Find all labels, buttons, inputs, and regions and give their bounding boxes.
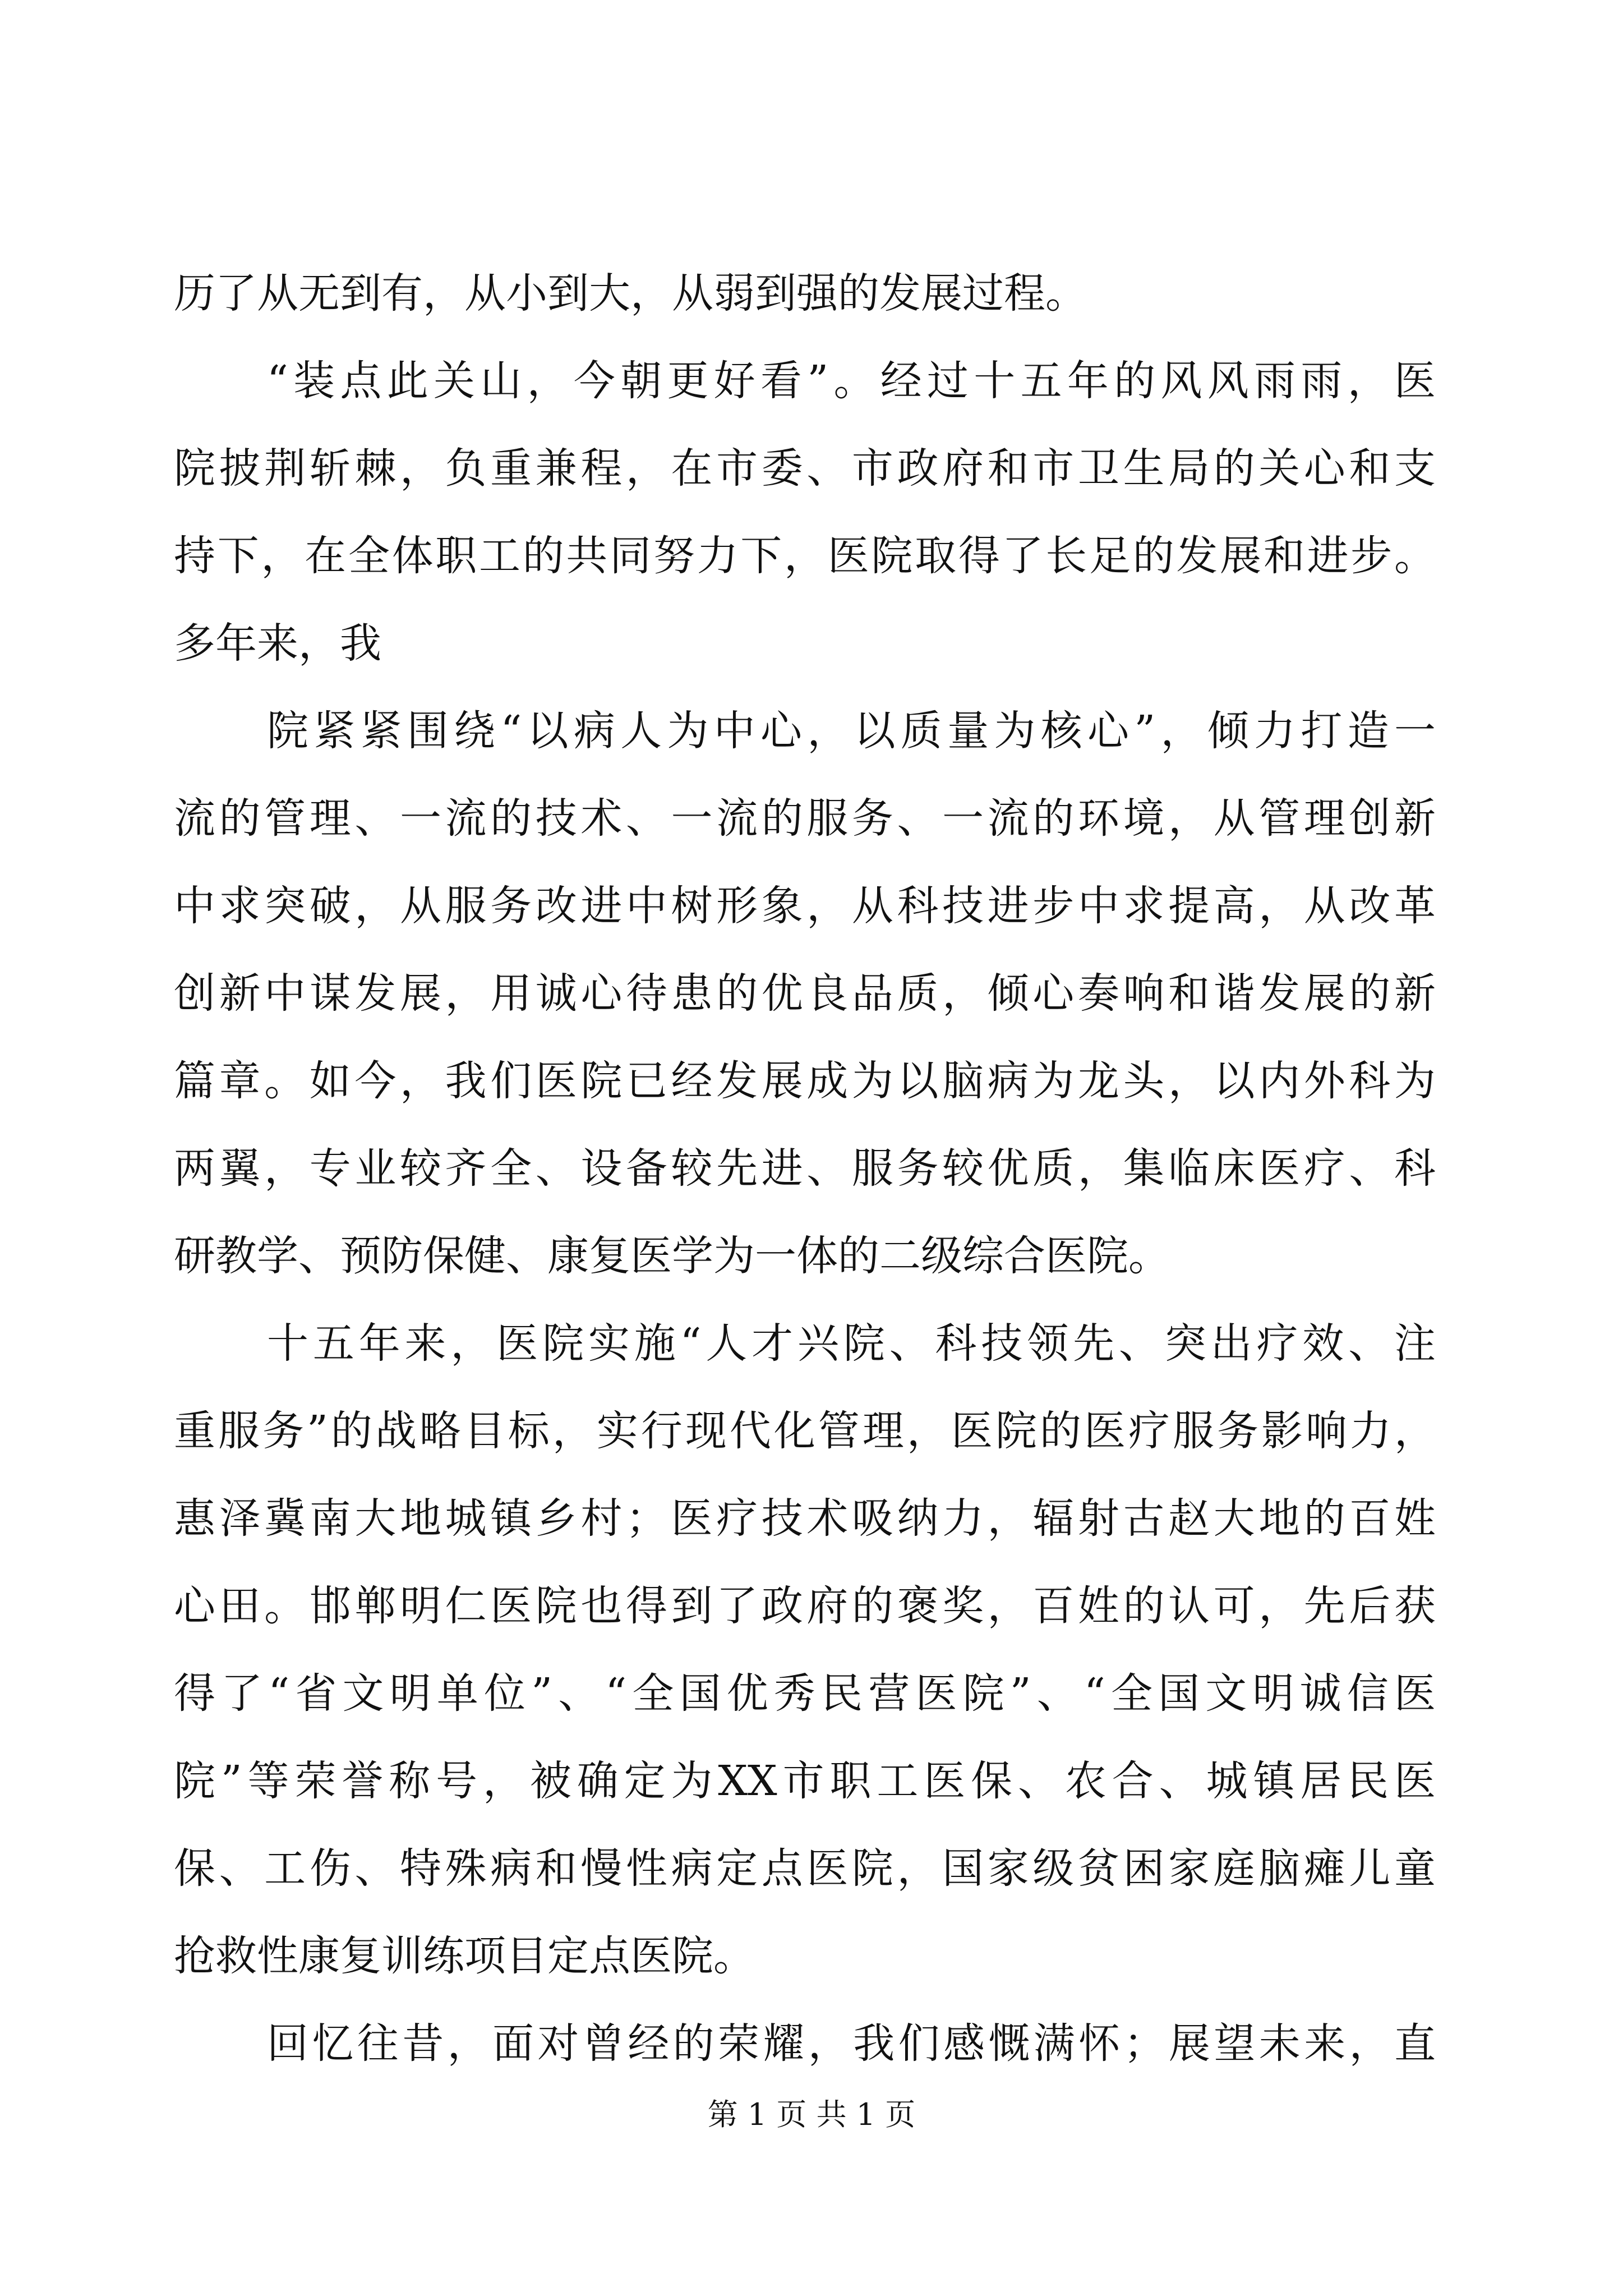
text-line: 抢救性康复训练项目定点医院。 [174,1932,755,1980]
text-line: 研教学、预防保健、康复医学为一体的二级综合医院。 [174,1232,1170,1280]
text-line: 多年来，我 [174,619,381,668]
text-line: 篇章。如今，我们医院已经发展成为以脑病为龙头，以内外科为 [174,1057,1436,1105]
text-line: 回忆往昔，面对曾经的荣耀，我们感慨满怀；展望未来，直 [267,2019,1436,2068]
text-line: 流的管理、一流的技术、一流的服务、一流的环境，从管理创新 [174,794,1436,843]
text-line: 院紧紧围绕“以病人为中心，以质量为核心”，倾力打造一 [267,707,1436,755]
text-line: 创新中谋发展，用诚心待患的优良品质，倾心奏响和谐发展的新 [174,969,1436,1018]
text-line: 院”等荣誉称号，被确定为XX市职工医保、农合、城镇居民医 [174,1757,1436,1805]
text-line: 十五年来，医院实施“人才兴院、科技领先、突出疗效、注 [267,1319,1436,1368]
text-line: 历了从无到有，从小到大，从弱到强的发展过程。 [174,269,1087,318]
text-line: 保、工伤、特殊病和慢性病定点医院，国家级贫困家庭脑瘫儿童 [174,1844,1436,1893]
text-line: 中求突破，从服务改进中树形象，从科技进步中求提高，从改革 [174,882,1436,930]
text-line: “装点此关山，今朝更好看”。经过十五年的风风雨雨，医 [267,357,1436,405]
text-line: 惠泽冀南大地城镇乡村；医疗技术吸纳力，辐射古赵大地的百姓 [174,1494,1436,1543]
text-line: 得了“省文明单位”、“全国优秀民营医院”、“全国文明诚信医 [174,1669,1436,1718]
text-line: 院披荆斩棘，负重兼程，在市委、市政府和市卫生局的关心和支 [174,444,1436,493]
text-line: 心田。邯郸明仁医院也得到了政府的褒奖，百姓的认可，先后获 [174,1582,1436,1630]
text-line: 重服务”的战略目标，实行现代化管理，医院的医疗服务影响力， [174,1407,1436,1455]
text-line: 持下，在全体职工的共同努力下，医院取得了长足的发展和进步。 [174,532,1436,580]
text-line: 两翼，专业较齐全、设备较先进、服务较优质，集临床医疗、科 [174,1144,1436,1193]
document-body [174,250,1436,2087]
page-footer: 第 1 页 共 1 页 [707,2097,916,2132]
